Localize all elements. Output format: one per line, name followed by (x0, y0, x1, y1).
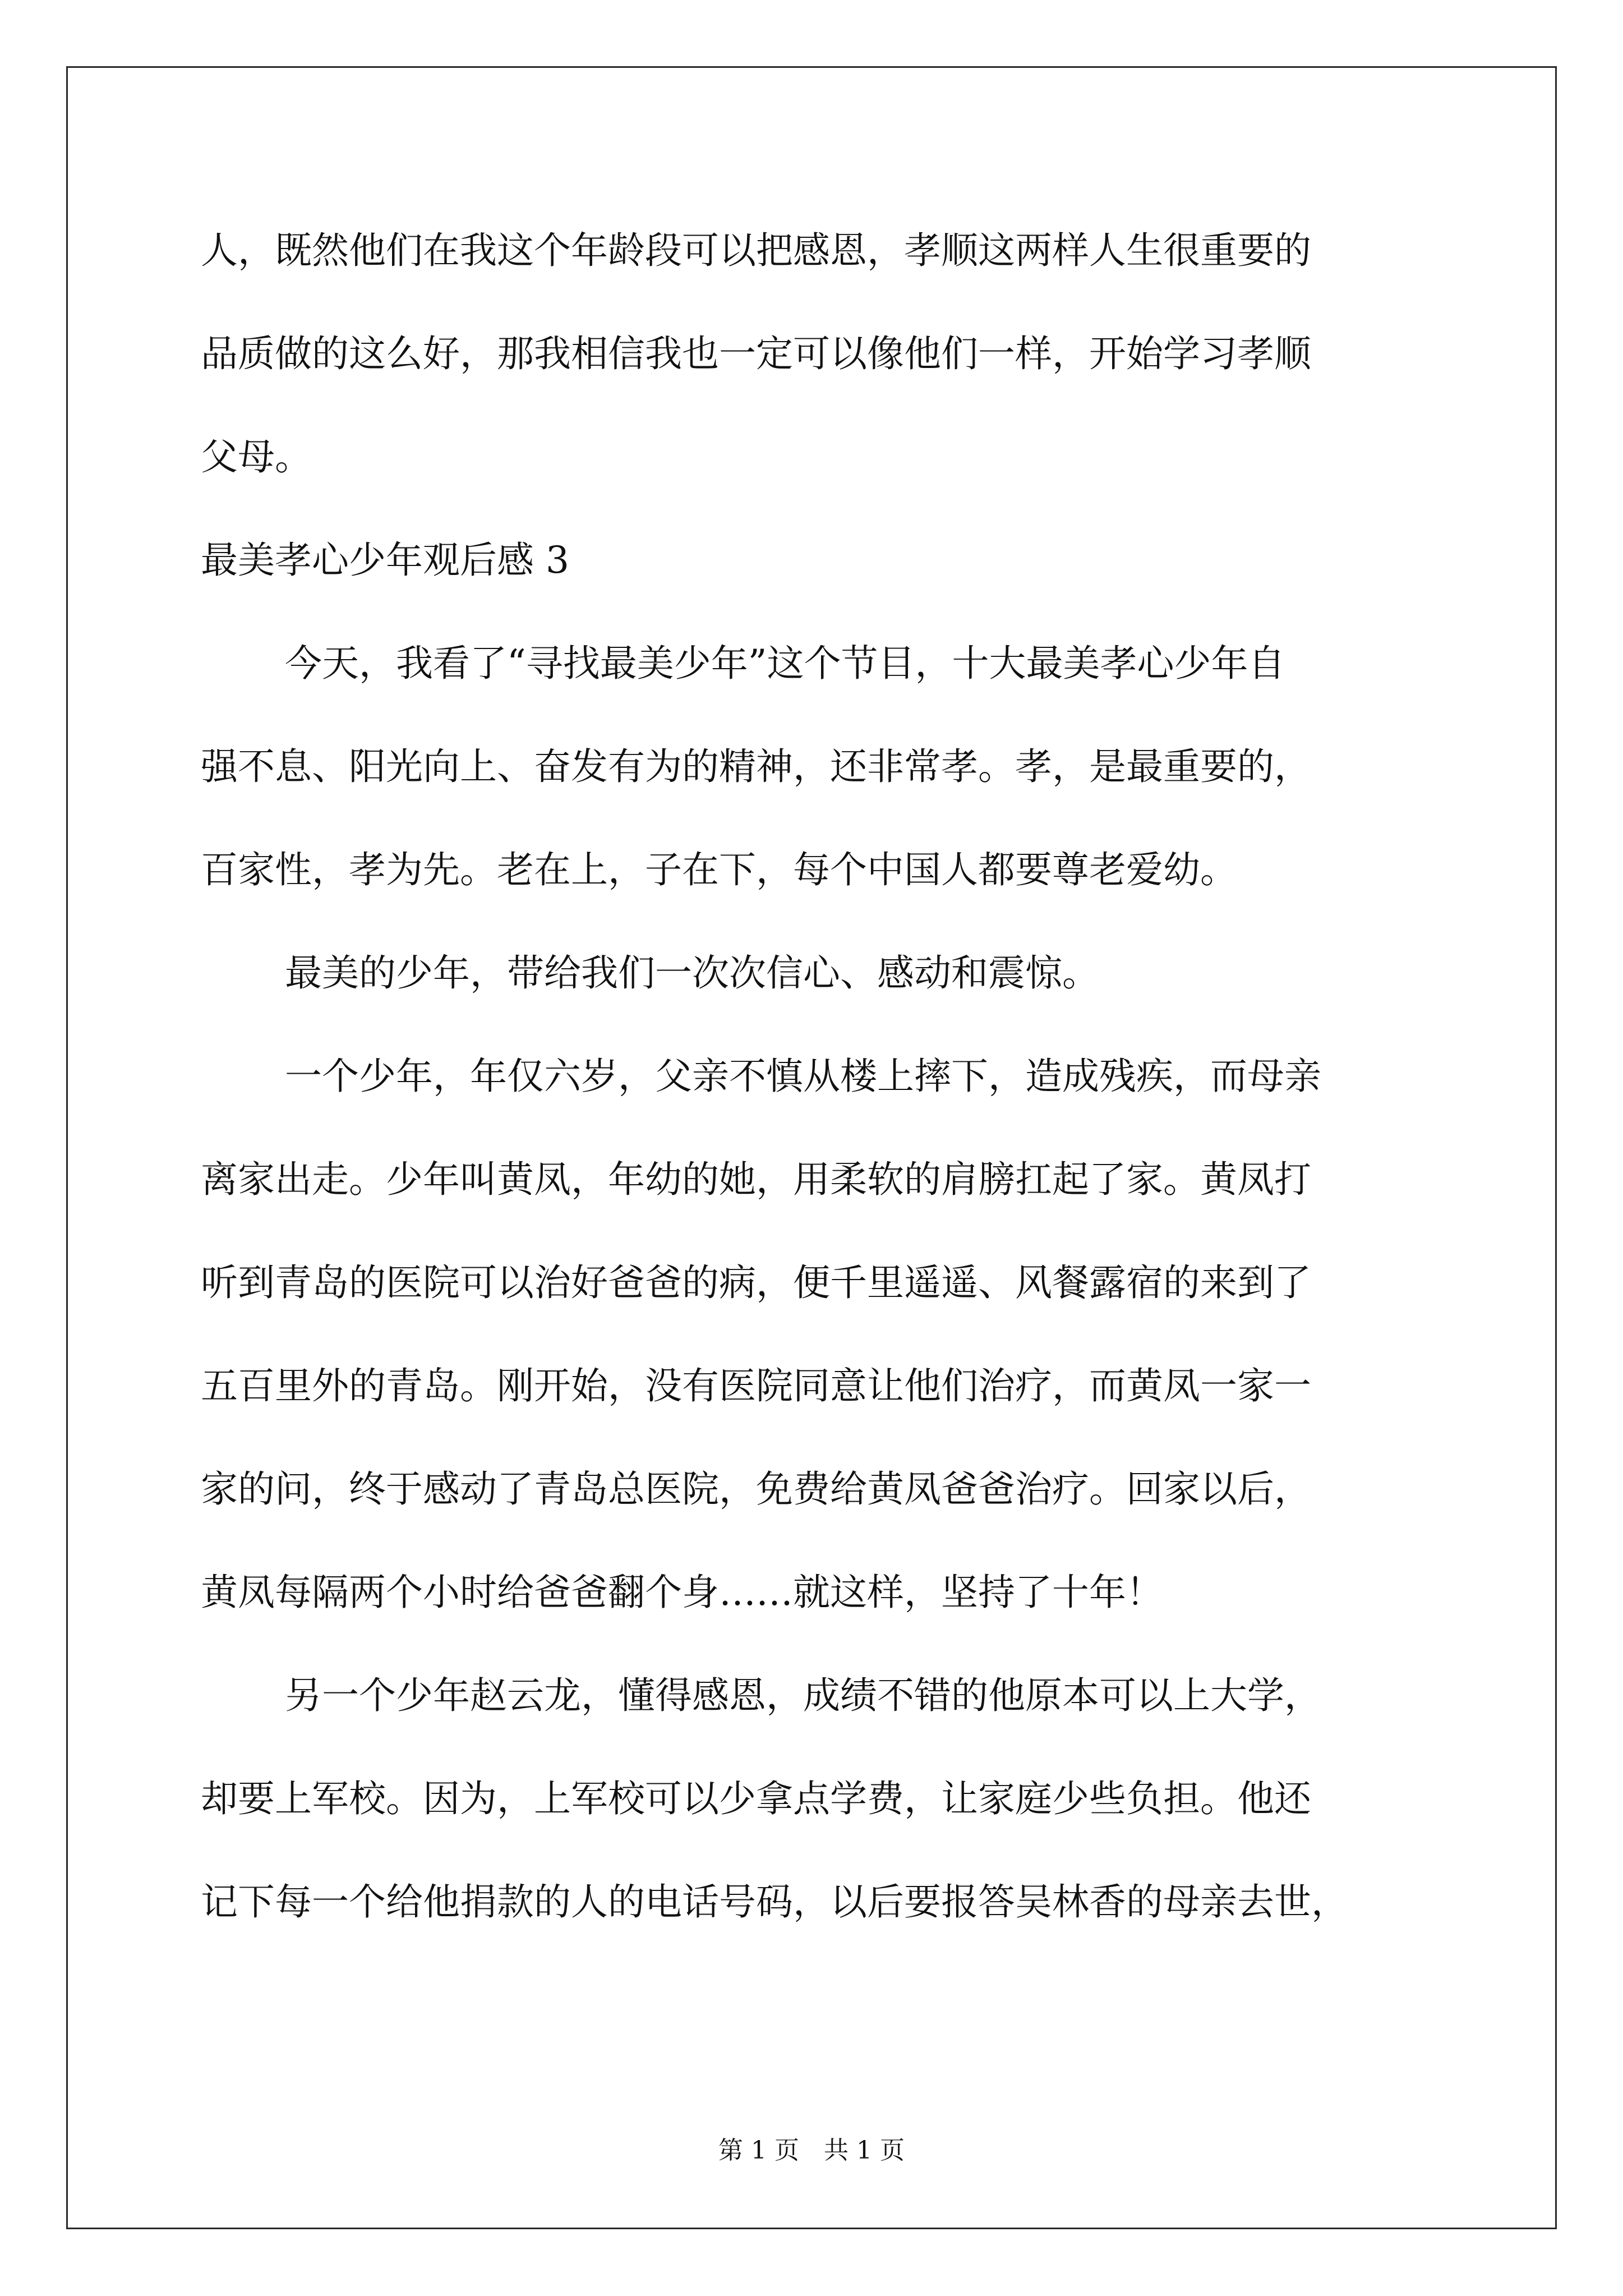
text-line: 五百里外的青岛。刚开始，没有医院同意让他们治疗，而黄凤一家一 (201, 1364, 1311, 1407)
section-heading: 最美孝心少年观后感 3 (201, 539, 569, 582)
document-body (201, 218, 1435, 1972)
paragraph-start: 今天，我看了“寻找最美少年”这个节目，十大最美孝心少年自 (285, 642, 1285, 685)
text-line: 父母。 (201, 435, 312, 478)
text-line: 黄凤每隔两个小时给爸爸翻个身……就这样，坚持了十年！ (201, 1571, 1163, 1614)
text-line: 离家出走。少年叫黄凤，年幼的她，用柔软的肩膀扛起了家。黄凤打 (201, 1158, 1311, 1201)
page-footer: 第 1 页 共 1 页 (718, 2136, 905, 2165)
text-line: 却要上军校。因为，上军校可以少拿点学费，让家庭少些负担。他还 (201, 1777, 1311, 1820)
paragraph-start: 另一个少年赵云龙，懂得感恩，成绩不错的他原本可以上大学， (285, 1674, 1321, 1717)
text-line: 品质做的这么好，那我相信我也一定可以像他们一样，开始学习孝顺 (201, 332, 1311, 375)
paragraph-start: 一个少年，年仅六岁，父亲不慎从楼上摔下，造成残疾，而母亲 (285, 1055, 1321, 1098)
text-line: 家的问，终于感动了青岛总医院，免费给黄凤爸爸治疗。回家以后， (201, 1467, 1311, 1511)
text-line: 记下每一个给他捐款的人的电话号码，以后要报答吴林香的母亲去世， (201, 1880, 1348, 1924)
text-line: 听到青岛的医院可以治好爸爸的病，便千里遥遥、风餐露宿的来到了 (201, 1261, 1311, 1304)
text-line: 人，既然他们在我这个年龄段可以把感恩，孝顺这两样人生很重要的 (201, 229, 1311, 272)
text-line: 百家性，孝为先。老在上，子在下，每个中国人都要尊老爱幼。 (201, 848, 1237, 891)
text-line: 强不息、阳光向上、奋发有为的精神，还非常孝。孝，是最重要的， (201, 745, 1311, 788)
paragraph-start: 最美的少年，带给我们一次次信心、感动和震惊。 (285, 951, 1099, 995)
